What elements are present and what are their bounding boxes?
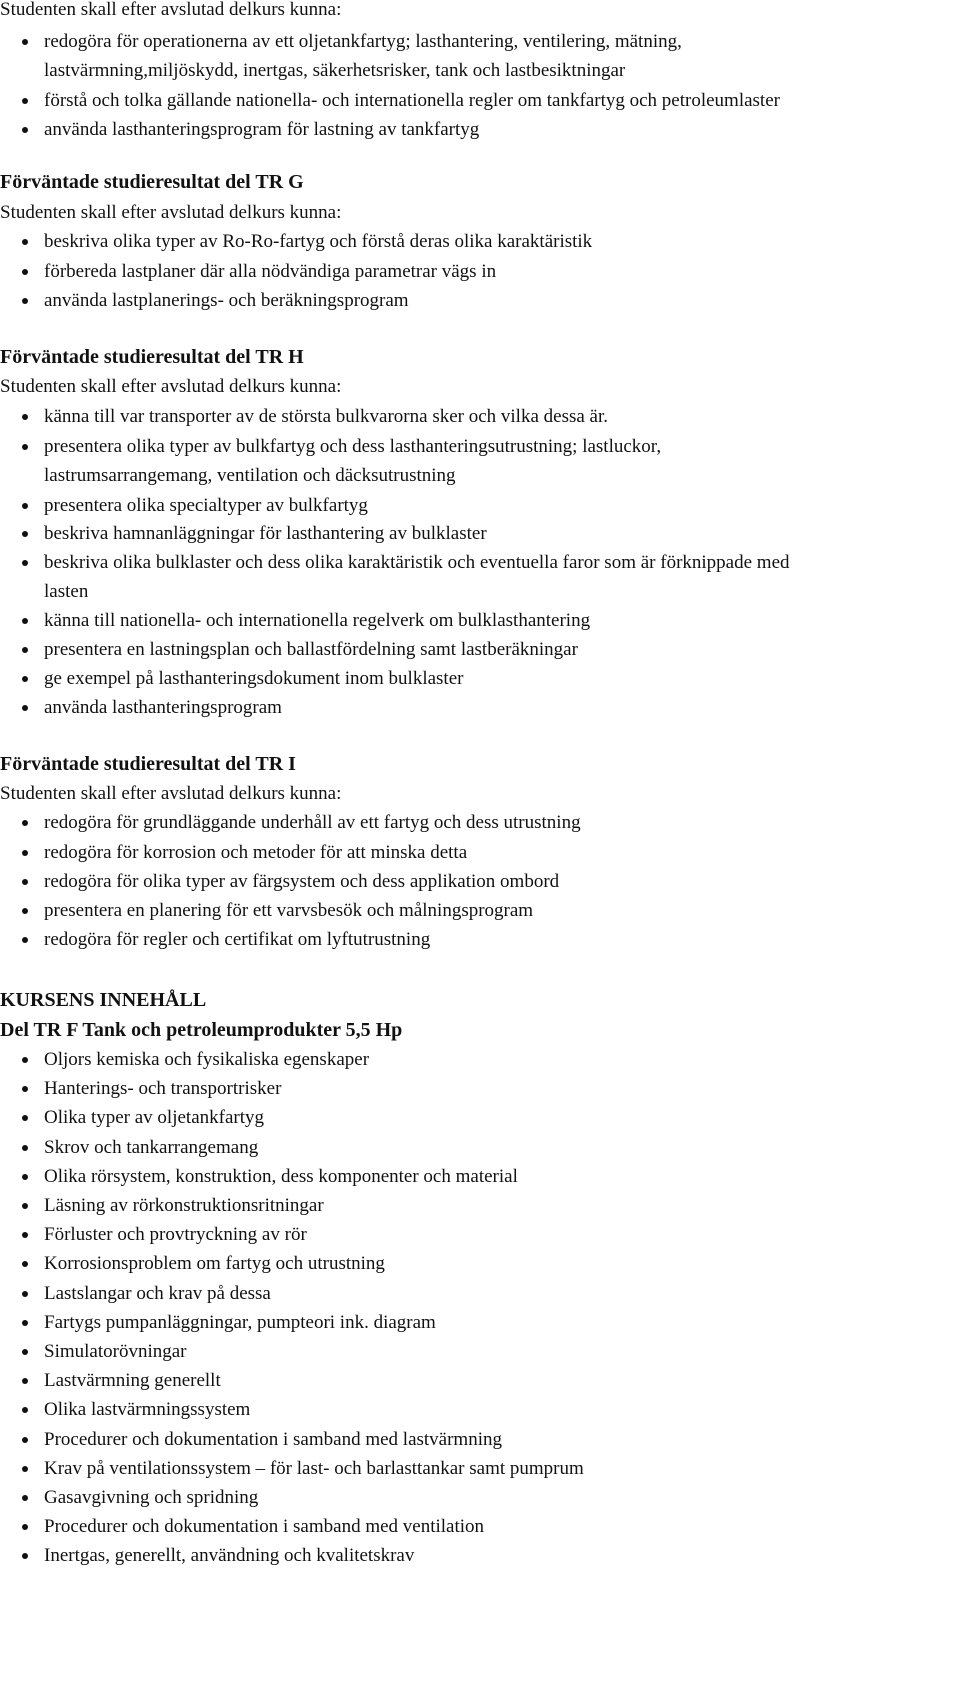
list-item: presentera olika specialtyper av bulkfartyg <box>44 495 368 516</box>
course-item: Olika lastvärmningssystem <box>44 1399 251 1420</box>
list-item: redogöra för grundläggande underhåll av ett fartyg och dess utrustning <box>44 812 581 833</box>
bullet-icon <box>22 1378 28 1384</box>
bullet-icon <box>22 1553 28 1559</box>
bullet-icon <box>22 1407 28 1413</box>
bullet-icon <box>22 1174 28 1180</box>
bullet-icon <box>22 298 28 304</box>
list-item: känna till var transporter av de största bulkvarorna sker och vilka dessa är. <box>44 406 609 427</box>
bullet-icon <box>22 1466 28 1472</box>
bullet-icon <box>22 1115 28 1121</box>
course-item: Oljors kemiska och fysikaliska egenskaper <box>44 1049 370 1070</box>
list-item: förstå och tolka gällande nationella- och internationella regler om tankfartyg och petroleumlaster <box>44 90 780 111</box>
section-heading: Förväntade studieresultat del TR I <box>0 753 296 775</box>
bullet-icon <box>22 879 28 885</box>
bullet-icon <box>22 239 28 245</box>
list-item: beskriva hamnanläggningar för lasthantering av bulklaster <box>44 523 487 544</box>
bullet-icon <box>22 1203 28 1209</box>
bullet-icon <box>22 1320 28 1326</box>
list-item: förbereda lastplaner där alla nödvändiga parametrar vägs in <box>44 261 497 282</box>
bullet-icon <box>22 560 28 566</box>
course-subtitle: Del TR F Tank och petroleumprodukter 5,5 Hp <box>0 1019 403 1041</box>
course-item: Lastvärmning generellt <box>44 1370 221 1391</box>
bullet-icon <box>22 705 28 711</box>
bullet-icon <box>22 1086 28 1092</box>
section-heading: Förväntade studieresultat del TR H <box>0 346 304 368</box>
bullet-icon <box>22 676 28 682</box>
course-item: Lastslangar och krav på dessa <box>44 1283 271 1304</box>
list-item: lasten <box>44 581 89 602</box>
list-item: presentera en lastningsplan och ballastfördelning samt lastberäkningar <box>44 639 578 660</box>
list-item: redogöra för olika typer av färgsystem och dess applikation ombord <box>44 871 560 892</box>
course-item: Gasavgivning och spridning <box>44 1487 259 1508</box>
list-item: lastvärmning,miljöskydd, inertgas, säkerhetsrisker, tank och lastbesiktningar <box>44 60 626 81</box>
bullet-icon <box>22 908 28 914</box>
list-item: redogöra för operationerna av ett oljetankfartyg; lasthantering, ventilering, mätning, <box>44 31 682 52</box>
list-item: lastrumsarrangemang, ventilation och däcksutrustning <box>44 465 456 486</box>
bullet-icon <box>22 269 28 275</box>
course-item: Hanterings- och transportrisker <box>44 1078 282 1099</box>
section-heading: Förväntade studieresultat del TR G <box>0 171 304 193</box>
bullet-icon <box>22 1524 28 1530</box>
bullet-icon <box>22 1495 28 1501</box>
bullet-icon <box>22 444 28 450</box>
list-item: presentera olika typer av bulkfartyg och dess lasthanteringsutrustning; lastluckor, <box>44 436 662 457</box>
course-item: Krav på ventilationssystem – för last- och barlasttankar samt pumprum <box>44 1458 584 1479</box>
list-item: använda lastplanerings- och beräkningsprogram <box>44 290 409 311</box>
bullet-icon <box>22 647 28 653</box>
bullet-icon <box>22 618 28 624</box>
section-intro: Studenten skall efter avslutad delkurs kunna: <box>0 0 342 20</box>
list-item: ge exempel på lasthanteringsdokument inom bulklaster <box>44 668 464 689</box>
list-item: redogöra för korrosion och metoder för att minska detta <box>44 842 468 863</box>
list-item: känna till nationella- och internationella regelverk om bulklasthantering <box>44 610 591 631</box>
section-intro: Studenten skall efter avslutad delkurs kunna: <box>0 783 342 804</box>
course-item: Läsning av rörkonstruktionsritningar <box>44 1195 324 1216</box>
course-item: Korrosionsproblem om fartyg och utrustning <box>44 1253 385 1274</box>
course-item: Fartygs pumpanläggningar, pumpteori ink. diagram <box>44 1312 436 1333</box>
bullet-icon <box>22 1349 28 1355</box>
course-item: Simulatorövningar <box>44 1341 187 1362</box>
course-item: Procedurer och dokumentation i samband med ventilation <box>44 1516 485 1537</box>
bullet-icon <box>22 937 28 943</box>
bullet-icon <box>22 39 28 45</box>
bullet-icon <box>22 1437 28 1443</box>
course-item: Förluster och provtryckning av rör <box>44 1224 307 1245</box>
list-item: redogöra för regler och certifikat om lyftutrustning <box>44 929 431 950</box>
bullet-icon <box>22 850 28 856</box>
course-item: Inertgas, generellt, användning och kvalitetskrav <box>44 1545 415 1566</box>
bullet-icon <box>22 1291 28 1297</box>
bullet-icon <box>22 820 28 826</box>
list-item: använda lasthanteringsprogram <box>44 697 282 718</box>
bullet-icon <box>22 531 28 537</box>
bullet-icon <box>22 1261 28 1267</box>
bullet-icon <box>22 98 28 104</box>
bullet-icon <box>22 1057 28 1063</box>
course-item: Skrov och tankarrangemang <box>44 1137 259 1158</box>
bullet-icon <box>22 1145 28 1151</box>
bullet-icon <box>22 127 28 133</box>
list-item: använda lasthanteringsprogram för lastning av tankfartyg <box>44 119 480 140</box>
section-intro: Studenten skall efter avslutad delkurs kunna: <box>0 376 342 397</box>
course-item: Olika rörsystem, konstruktion, dess komponenter och material <box>44 1166 518 1187</box>
bullet-icon <box>22 503 28 509</box>
course-item: Olika typer av oljetankfartyg <box>44 1107 265 1128</box>
section-intro: Studenten skall efter avslutad delkurs kunna: <box>0 202 342 223</box>
list-item: beskriva olika typer av Ro-Ro-fartyg och förstå deras olika karaktäristik <box>44 231 593 252</box>
bullet-icon <box>22 1232 28 1238</box>
list-item: presentera en planering för ett varvsbesök och målningsprogram <box>44 900 534 921</box>
course-item: Procedurer och dokumentation i samband med lastvärmning <box>44 1429 502 1450</box>
course-title: KURSENS INNEHÅLL <box>0 989 207 1011</box>
bullet-icon <box>22 414 28 420</box>
list-item: beskriva olika bulklaster och dess olika karaktäristik och eventuella faror som är förknippade med <box>44 552 790 573</box>
